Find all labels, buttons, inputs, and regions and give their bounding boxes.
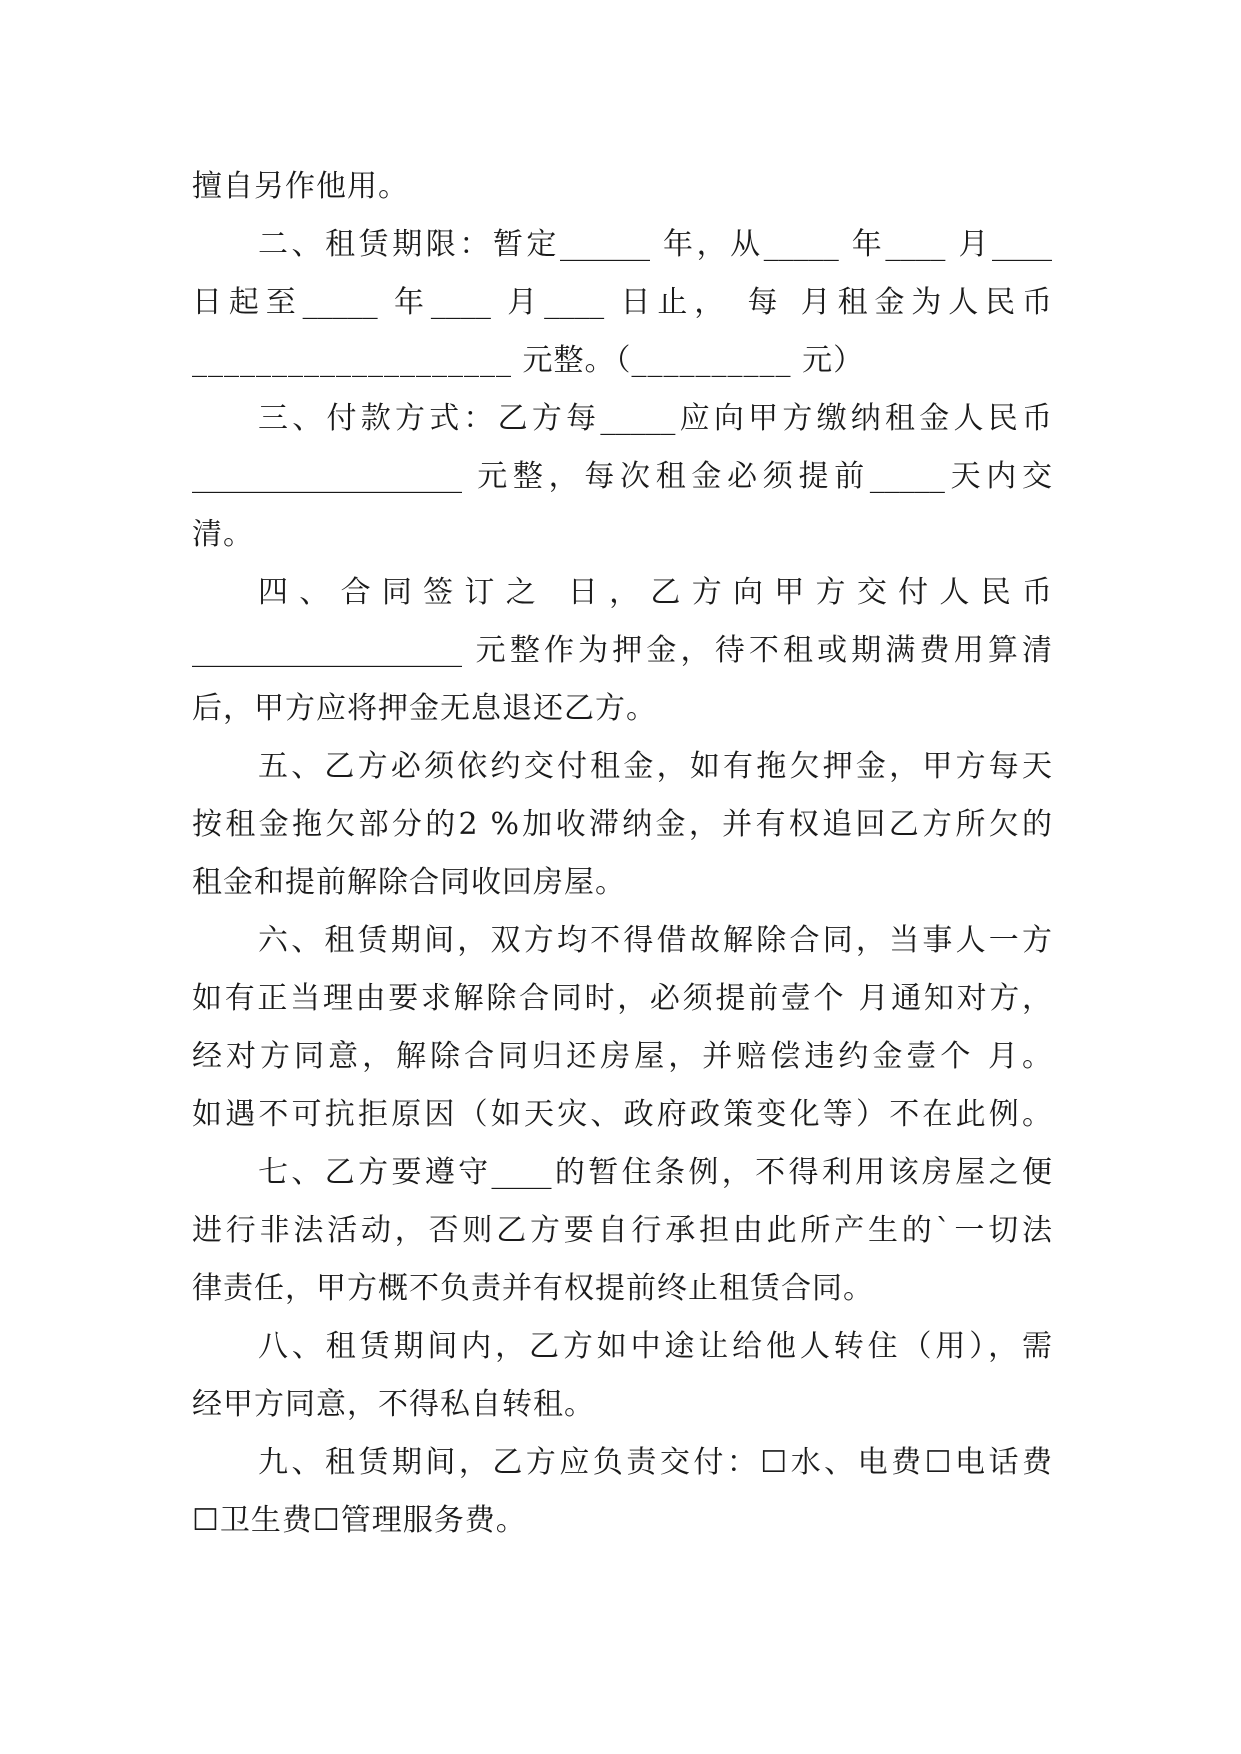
line-4-clause-2: ____________________ 元整。（__________ 元） [192,343,865,378]
line-8-clause-4: 四、合同签订之 日，乙方向甲方交付人民币 [258,575,1052,610]
line-18-clause-7: 七、乙方要遵守____的暂住条例，不得利用该房屋之便 [258,1155,1052,1190]
line-9-clause-4: __________________ 元整作为押金，待不租或期满费用算清 [192,633,1052,668]
line-14-clause-6: 六、租赁期间，双方均不得借故解除合同，当事人一方 [258,923,1052,958]
line-12-clause-5: 按租金拖欠部分的2 %加收滞纳金，并有权追回乙方所欠的 [192,807,1052,842]
line-2-clause-2: 二、租赁期限：暂定______ 年，从_____ 年____ 月____ [258,227,1052,262]
line-19-clause-7: 进行非法活动，否则乙方要自行承担由此所产生的`一切法 [192,1213,1052,1248]
line-22-clause-8-end: 经甲方同意，不得私自转租。 [192,1387,595,1422]
line-7-clause-3-end: 清。 [192,517,254,552]
line-20-clause-7-end: 律责任，甲方概不负责并有权提前终止租赁合同。 [192,1271,874,1306]
line-13-clause-5-end: 租金和提前解除合同收回房屋。 [192,865,626,900]
line-15-clause-6: 如有正当理由要求解除合同时，必须提前壹个 月通知对方， [192,981,1052,1016]
line-1-clause-1-end: 擅自另作他用。 [192,169,409,204]
line-6-clause-3: __________________ 元整，每次租金必须提前_____天内交 [192,459,1052,494]
line-24-clause-9-end: ☐卫生费☐管理服务费。 [192,1503,527,1538]
line-11-clause-5: 五、乙方必须依约交付租金，如有拖欠押金，甲方每天 [258,749,1052,784]
line-10-clause-4-end: 后，甲方应将押金无息退还乙方。 [192,691,657,726]
line-23-clause-9: 九、租赁期间，乙方应负责交付：☐水、电费☐电话费 [258,1445,1052,1480]
line-17-clause-6-end: 如遇不可抗拒原因（如天灾、政府政策变化等）不在此例。 [192,1097,1052,1132]
line-5-clause-3: 三、付款方式：乙方每_____应向甲方缴纳租金人民币 [258,401,1052,436]
line-16-clause-6: 经对方同意，解除合同归还房屋，并赔偿违约金壹个 月。 [192,1039,1052,1074]
line-21-clause-8: 八、租赁期间内，乙方如中途让给他人转住（用），需 [258,1329,1052,1364]
line-3-clause-2: 日起至_____ 年____ 月____ 日止， 每 月租金为人民币 [192,285,1052,320]
